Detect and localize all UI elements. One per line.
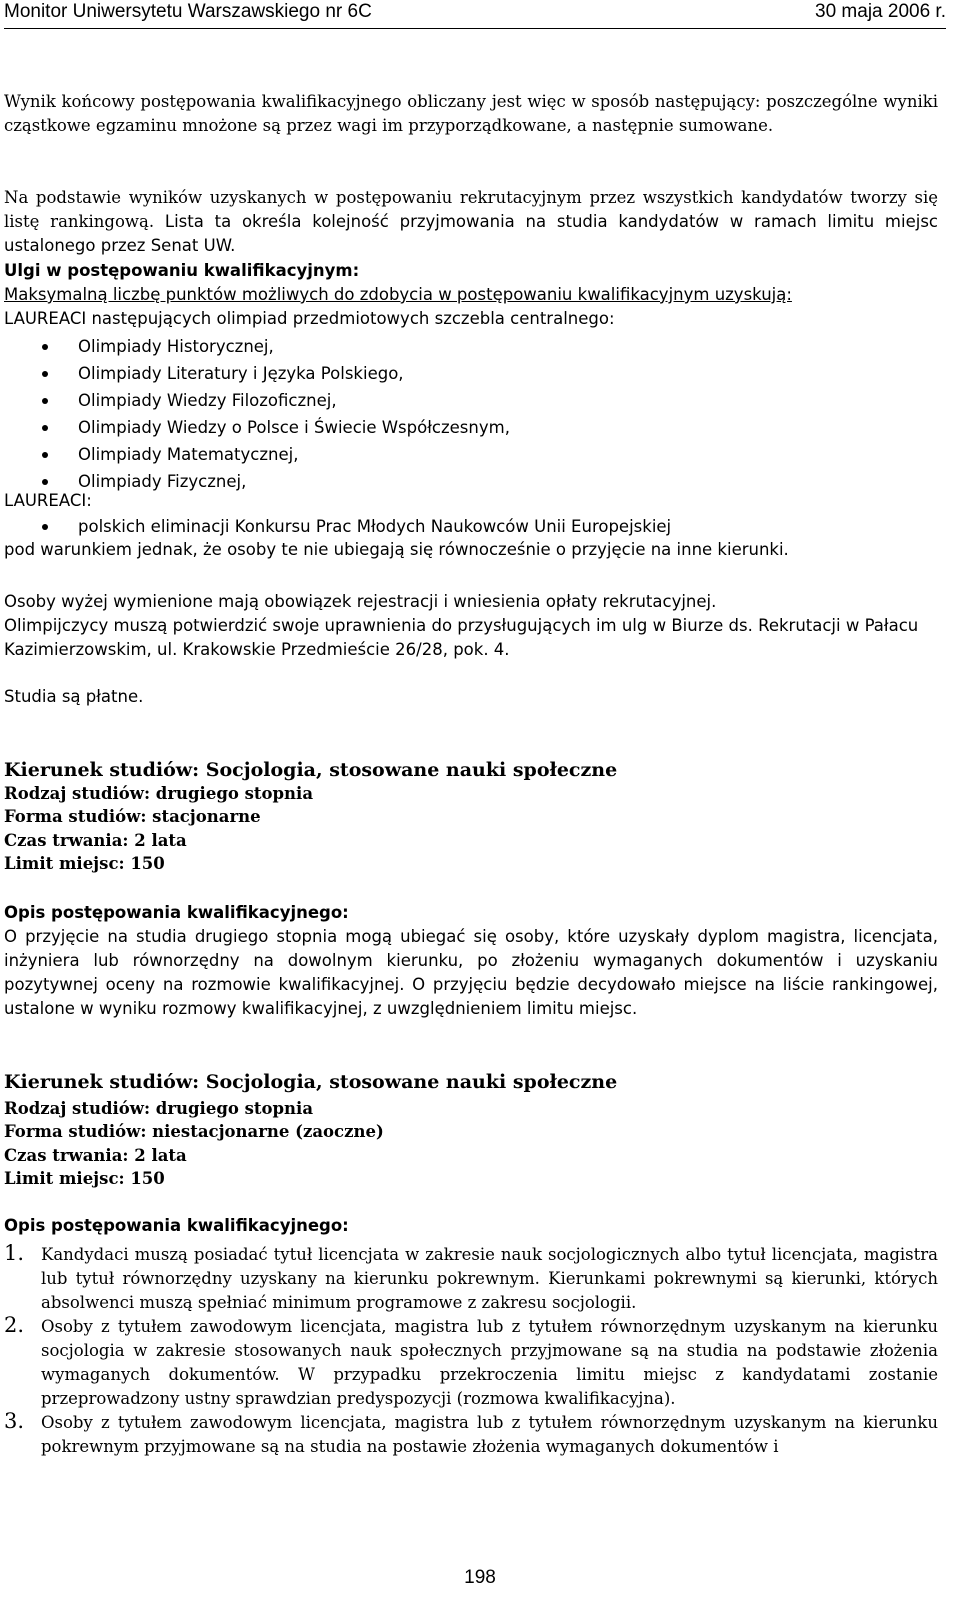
requirement-text: Kandydaci muszą posiadać tytuł licencjata w zakresie nauk socjologicznych albo tytuł licencjata, magistra lub tytuł równorzędny uzyskany na kierunku pokrewnym. Kierunkami pokrewnymi są kierunki, których absolwenci muszą spełniać minimum programowe z zakresu socjologii. bbox=[41, 1245, 938, 1312]
page-number: 198 bbox=[464, 1567, 496, 1588]
program-2-rodzaj: Rodzaj studiów: drugiego stopnia bbox=[4, 1099, 314, 1118]
publication-title: Monitor Uniwersytetu Warszawskiego nr 6C bbox=[4, 1, 372, 22]
olympiad-item: Olimpiady Historycznej, bbox=[4, 333, 938, 360]
ranking-text: Na podstawie wyników uzyskanych w postępowaniu rekrutacyjnym przez wszystkich kandydatów tworzy się listę rankingową. bbox=[4, 188, 938, 231]
registration-text: Osoby wyżej wymienione mają obowiązek rejestracji i wniesienia opłaty rekrutacyjnej. bbox=[4, 592, 717, 611]
ulgi-heading: Ulgi w postępowaniu kwalifikacyjnym: bbox=[4, 261, 360, 280]
laureaci-label: LAUREACI: bbox=[4, 491, 92, 510]
requirement-number: 3. bbox=[4, 1409, 25, 1433]
olympiad-list bbox=[4, 333, 938, 495]
program-1-rodzaj: Rodzaj studiów: drugiego stopnia bbox=[4, 784, 314, 803]
confirmation-text: Olimpijczycy muszą potwierdzić swoje uprawnienia do przysługujących im ulg w Biurze ds. Rekrutacji w Pałacu Kazimierzowskim, ul. Krakowskie Przedmieście 26/28, pok. 4. bbox=[4, 616, 919, 659]
requirement-text: Osoby z tytułem zawodowym licencjata, magistra lub z tytułem równorzędnym uzyskanym na kierunku socjologia w zakresie stosowanych nauk społecznych przyjmowane są na studia na podstawie złożenia wymaganych dokumentów. W przypadku przekroczenia limitu miejsc z kandydatami zostanie przeprowadzony ustny sprawdzian predyspozycji (rozmowa kwalifikacyjna). bbox=[41, 1317, 938, 1408]
ranking-order-text: Lista ta określa kolejność przyjmowania na studia kandydatów w ramach limitu miejsc ustalonego przez Senat UW. bbox=[4, 212, 938, 255]
requirement-text: Osoby z tytułem zawodowym licencjata, magistra lub z tytułem równorzędnym uzyskanym na kierunku pokrewnym przyjmowane są na studia na postawie złożenia wymaganych dokumentów i bbox=[41, 1413, 938, 1456]
requirement-item bbox=[4, 1411, 938, 1459]
program-1-forma: Forma studiów: stacjonarne bbox=[4, 807, 261, 826]
olympiad-item: Olimpiady Fizycznej, bbox=[4, 468, 938, 495]
requirement-number: 1. bbox=[4, 1241, 25, 1265]
page-header bbox=[4, 0, 946, 29]
publication-date: 30 maja 2006 r. bbox=[815, 1, 946, 22]
program-2-title: Kierunek studiów: Socjologia, stosowane nauki społeczne bbox=[4, 1071, 618, 1093]
intro-paragraph-2 bbox=[4, 186, 938, 258]
laureaci-intro: LAUREACI następujących olimpiad przedmiotowych szczebla centralnego: bbox=[4, 309, 615, 328]
competition-list bbox=[4, 513, 938, 540]
competition-item: polskich eliminacji Konkursu Prac Młodych Naukowców Unii Europejskiej bbox=[4, 513, 938, 540]
requirement-item bbox=[4, 1315, 938, 1411]
program-2-limit: Limit miejsc: 150 bbox=[4, 1169, 165, 1188]
condition-text: pod warunkiem jednak, że osoby te nie ubiegają się równocześnie o przyjęcie na inne kierunki. bbox=[4, 540, 789, 559]
program-2-requirements bbox=[4, 1243, 938, 1459]
olympiad-item: Olimpiady Wiedzy o Polsce i Świecie Współczesnym, bbox=[4, 414, 938, 441]
paid-notice: Studia są płatne. bbox=[4, 687, 144, 706]
program-1-opis-heading: Opis postępowania kwalifikacyjnego: bbox=[4, 903, 349, 922]
intro-paragraph-1: Wynik końcowy postępowania kwalifikacyjnego obliczany jest więc w sposób następujący: poszczególne wyniki cząstkowe egzaminu mnożone są przez wagi im przyporządkowane, a następnie sumowane. bbox=[4, 92, 938, 135]
program-2-czas: Czas trwania: 2 lata bbox=[4, 1146, 187, 1165]
requirement-item bbox=[4, 1243, 938, 1315]
program-1-opis-text: O przyjęcie na studia drugiego stopnia mogą ubiegać się osoby, które uzyskały dyplom magistra, licencjata, inżyniera lub równorzędny na dowolnym kierunku, po złożeniu wymaganych dokumentów i uzyskaniu pozytywnej oceny na rozmowie kwalifikacyjnej. O przyjęciu będzie decydowało miejsce na liście rankingowej, ustalone w wyniku rozmowy kwalifikacyjnej, z uwzględnieniem limitu miejsc. bbox=[4, 927, 938, 1018]
olympiad-item: Olimpiady Wiedzy Filozoficznej, bbox=[4, 387, 938, 414]
program-2-opis-heading: Opis postępowania kwalifikacyjnego: bbox=[4, 1216, 349, 1235]
program-1-czas: Czas trwania: 2 lata bbox=[4, 831, 187, 850]
olympiad-item: Olimpiady Literatury i Języka Polskiego, bbox=[4, 360, 938, 387]
program-1-limit: Limit miejsc: 150 bbox=[4, 854, 165, 873]
program-2-forma: Forma studiów: niestacjonarne (zaoczne) bbox=[4, 1122, 384, 1141]
program-1-title: Kierunek studiów: Socjologia, stosowane nauki społeczne bbox=[4, 759, 618, 781]
olympiad-item: Olimpiady Matematycznej, bbox=[4, 441, 938, 468]
max-points-text: Maksymalną liczbę punktów możliwych do zdobycia w postępowaniu kwalifikacyjnym uzyskują: bbox=[4, 285, 792, 304]
requirement-number: 2. bbox=[4, 1313, 25, 1337]
